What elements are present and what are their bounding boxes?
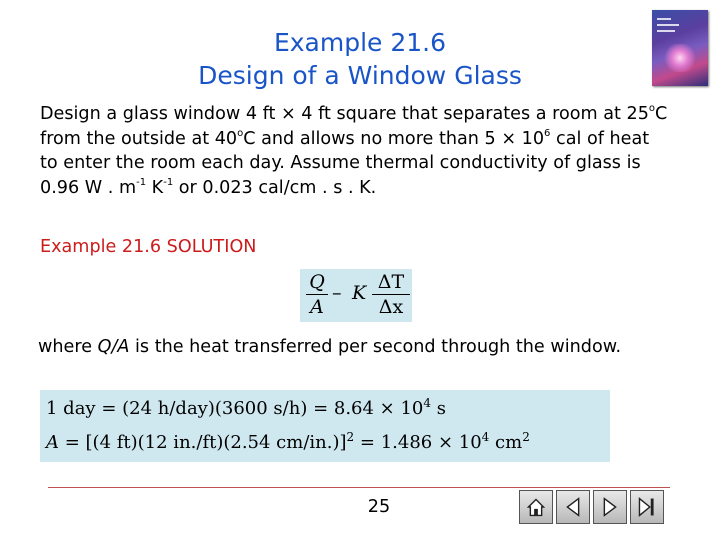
- where-explanation: where Q/A is the heat transferred per second through the window.: [38, 337, 622, 357]
- equation-operator: –: [332, 282, 342, 304]
- problem-statement: Design a glass window 4 ft × 4 ft square that separates a room at 25$^o$C from the outside at 40$^o$C and allows no more than $5 \times 10^6$ cal of heat to enter the room each day. Assume thermal conductivity of glass is 0.96 W . $m^{-1}$ $K^{-1}$ or 0.023 cal/cm . s . K.: [40, 103, 668, 198]
- end-icon[interactable]: [630, 490, 664, 524]
- q-over-a-fraction: Q A: [306, 271, 328, 318]
- temperature-gradient-fraction: ΔT Δx: [372, 271, 410, 318]
- heat-flux-equation: [300, 269, 412, 322]
- book-cover-image: [652, 10, 708, 86]
- solution-heading: Example 21.6 SOLUTION: [40, 237, 257, 257]
- footer-divider: [48, 487, 670, 488]
- title-line-2: Design of a Window Glass: [198, 61, 522, 90]
- area-equation: A = [(4 ft)(12 in./ft)(2.54 $cm/in.)]^2 = 1.486 \times 10^4$ $cm^2$: [46, 430, 530, 453]
- next-icon[interactable]: [593, 490, 627, 524]
- conductivity-symbol: K: [352, 282, 367, 304]
- home-icon[interactable]: [519, 490, 553, 524]
- page-number: 25: [367, 497, 391, 517]
- conversion-equations: [40, 390, 610, 462]
- day-seconds-equation: 1 day = (24 h/day)(3600 $s/h) = 8.64 \times 10^4$ s: [46, 396, 446, 419]
- previous-icon[interactable]: [556, 490, 590, 524]
- title-line-1: Example 21.6: [273, 28, 447, 57]
- slide-title: [90, 26, 630, 92]
